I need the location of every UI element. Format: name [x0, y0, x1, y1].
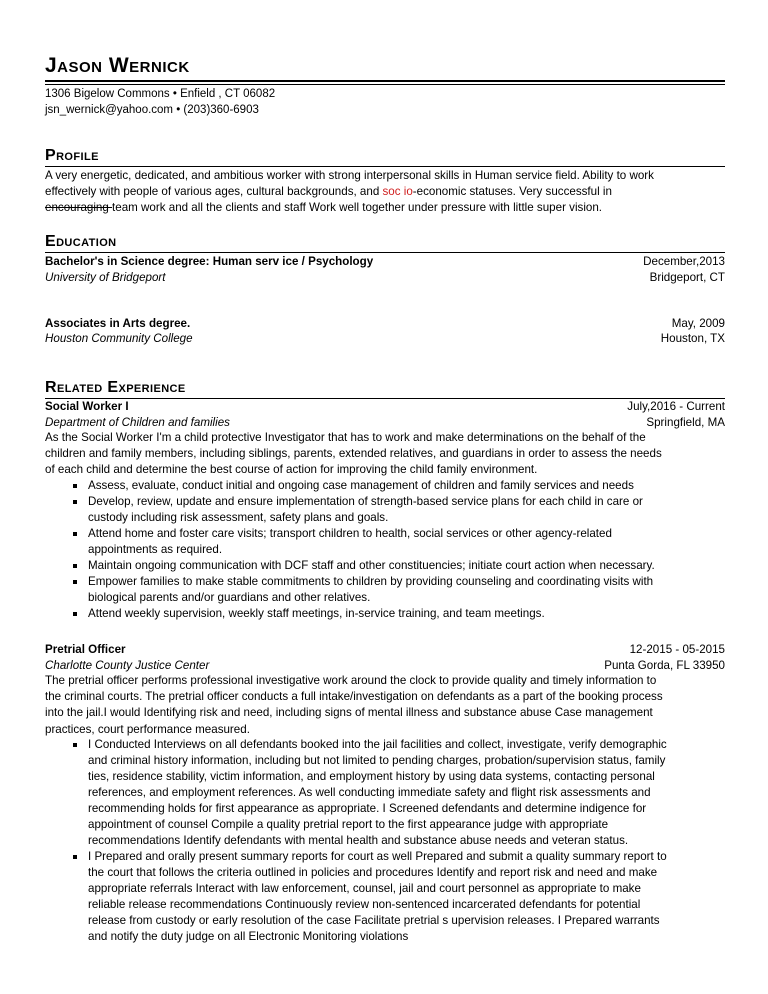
job-summary: The pretrial officer performs professional investigative work around the clock to provide quality and timely information to the criminal courts. The pretrial officer conducts a full intake/investigation on defendants as a part of the booking process into the jail.I would Identifying risk and need, including signs of mental illness and substance abuse Case management practices, court performance measured. — [45, 674, 663, 736]
job-role: Social Worker I — [45, 400, 129, 413]
school: University of Bridgeport — [45, 271, 166, 284]
list-item: Attend home and foster care visits; transport children to health, social services or other agency-related appointments as required. — [45, 526, 725, 558]
degree: Associates in Arts degree. — [45, 317, 191, 330]
profile-line: A very energetic, dedicated, and ambitious worker with strong interpersonal skills in Human service field. Ability to work — [45, 169, 654, 182]
spelling-error-mark: soc io — [382, 185, 413, 199]
email-phone-line: jsn_wernick@yahoo.com • (203)360-6903 — [45, 104, 259, 116]
profile-line: encouraging team work and all the clients and staff Work well together under pressure with little super vision. — [45, 201, 603, 215]
job-summary: As the Social Worker I'm a child protective Investigator that has to work and make determinations on the behalf of the children and family members, including siblings, parents, extended relatives, and guardians in order to assess the needs of each child and determine the best course of action for improving the child family environment. — [45, 431, 662, 477]
date: December,2013 — [643, 255, 725, 268]
candidate-name: Jason Wernick — [45, 54, 190, 77]
education-entry-school — [45, 270, 725, 286]
list-item: Empower families to make stable commitments to children by providing counseling and coordinating visits with biological parents and/or guardians and other relatives. — [45, 574, 725, 606]
job-role: Pretrial Officer — [45, 643, 126, 656]
job-date: July,2016 - Current — [627, 400, 725, 413]
profile-paragraph — [45, 168, 725, 217]
profile-line: effectively with people of various ages, cultural backgrounds, and soc io-economic statuses. Very successful in — [45, 185, 612, 199]
job-date: 12-2015 - 05-2015 — [629, 643, 725, 656]
location: Bridgeport, CT — [649, 271, 725, 284]
job-location: Punta Gorda, FL 33950 — [604, 659, 725, 672]
education-entry-header — [45, 316, 725, 332]
section-divider — [45, 166, 725, 167]
job-org: Charlotte County Justice Center — [45, 659, 210, 672]
education-entry-header — [45, 254, 725, 270]
section-divider — [45, 252, 725, 253]
location: Houston, TX — [660, 332, 725, 345]
list-item: Assess, evaluate, conduct initial and ongoing case management of children and family services and needs — [45, 478, 725, 494]
date: May, 2009 — [671, 317, 725, 330]
list-item: Develop, review, update and ensure implementation of strength-based service plans for each child in care or custody including risk assessment, safety plans and goals. — [45, 494, 725, 526]
job-org-row — [45, 658, 725, 674]
education-entry-school — [45, 331, 725, 347]
job-bullets — [45, 478, 725, 622]
school: Houston Community College — [45, 332, 193, 345]
name-divider — [45, 80, 725, 85]
list-item: Attend weekly supervision, weekly staff meetings, in-service training, and team meetings. — [45, 606, 725, 622]
list-item: I Prepared and orally present summary reports for court as well Prepared and submit a quality summary report to the court that follows the criteria outlined in policies and procedures Identify and report risk and need and make appropriate referrals Interact with law enforcement, counsel, jail and court personnel as appropriate to make reliable release recommendations Continuously review non-sentenced incarcerated defendants for potential release from custody or early resolution of the case Facilitate pretrial s upervision releases. I Prepared warrants and notify the duty judge on all Electronic Monitoring violations — [45, 849, 725, 945]
section-title-experience: Related Experience — [45, 379, 186, 396]
section-title-education: Education — [45, 233, 117, 250]
list-item: I Conducted Interviews on all defendants booked into the jail facilities and collect, investigate, verify demographic and criminal history information, including but not limited to pending charges, probation/supervision status, family ties, residence stability, victim information, and employment history by using data systems, contacting personal references, and employment references. As well conducting immediate safety and flight risk assessments and recommending holds for first appearance as appropriate. I Screened defendants and determine indigence for appointment of counsel Compile a quality pretrial report to the first appearance judge with appropriate recommendations Identify defendants with mental health and substance abuse needs and veteran status. — [45, 737, 725, 849]
job-org-row — [45, 415, 725, 431]
job-location: Springfield, MA — [646, 416, 725, 429]
section-title-profile: Profile — [45, 147, 99, 164]
struck-text: encouraging — [45, 201, 113, 215]
job-bullets — [45, 737, 725, 945]
job-org: Department of Children and families — [45, 416, 230, 429]
list-item: Maintain ongoing communication with DCF staff and other constituencies; initiate court action when necessary. — [45, 558, 725, 574]
degree: Bachelor's in Science degree: Human serv ice / Psychology — [45, 255, 374, 268]
address-line: 1306 Bigelow Commons • Enfield , CT 06082 — [45, 88, 276, 100]
job-header — [45, 399, 725, 415]
job-header — [45, 642, 725, 658]
